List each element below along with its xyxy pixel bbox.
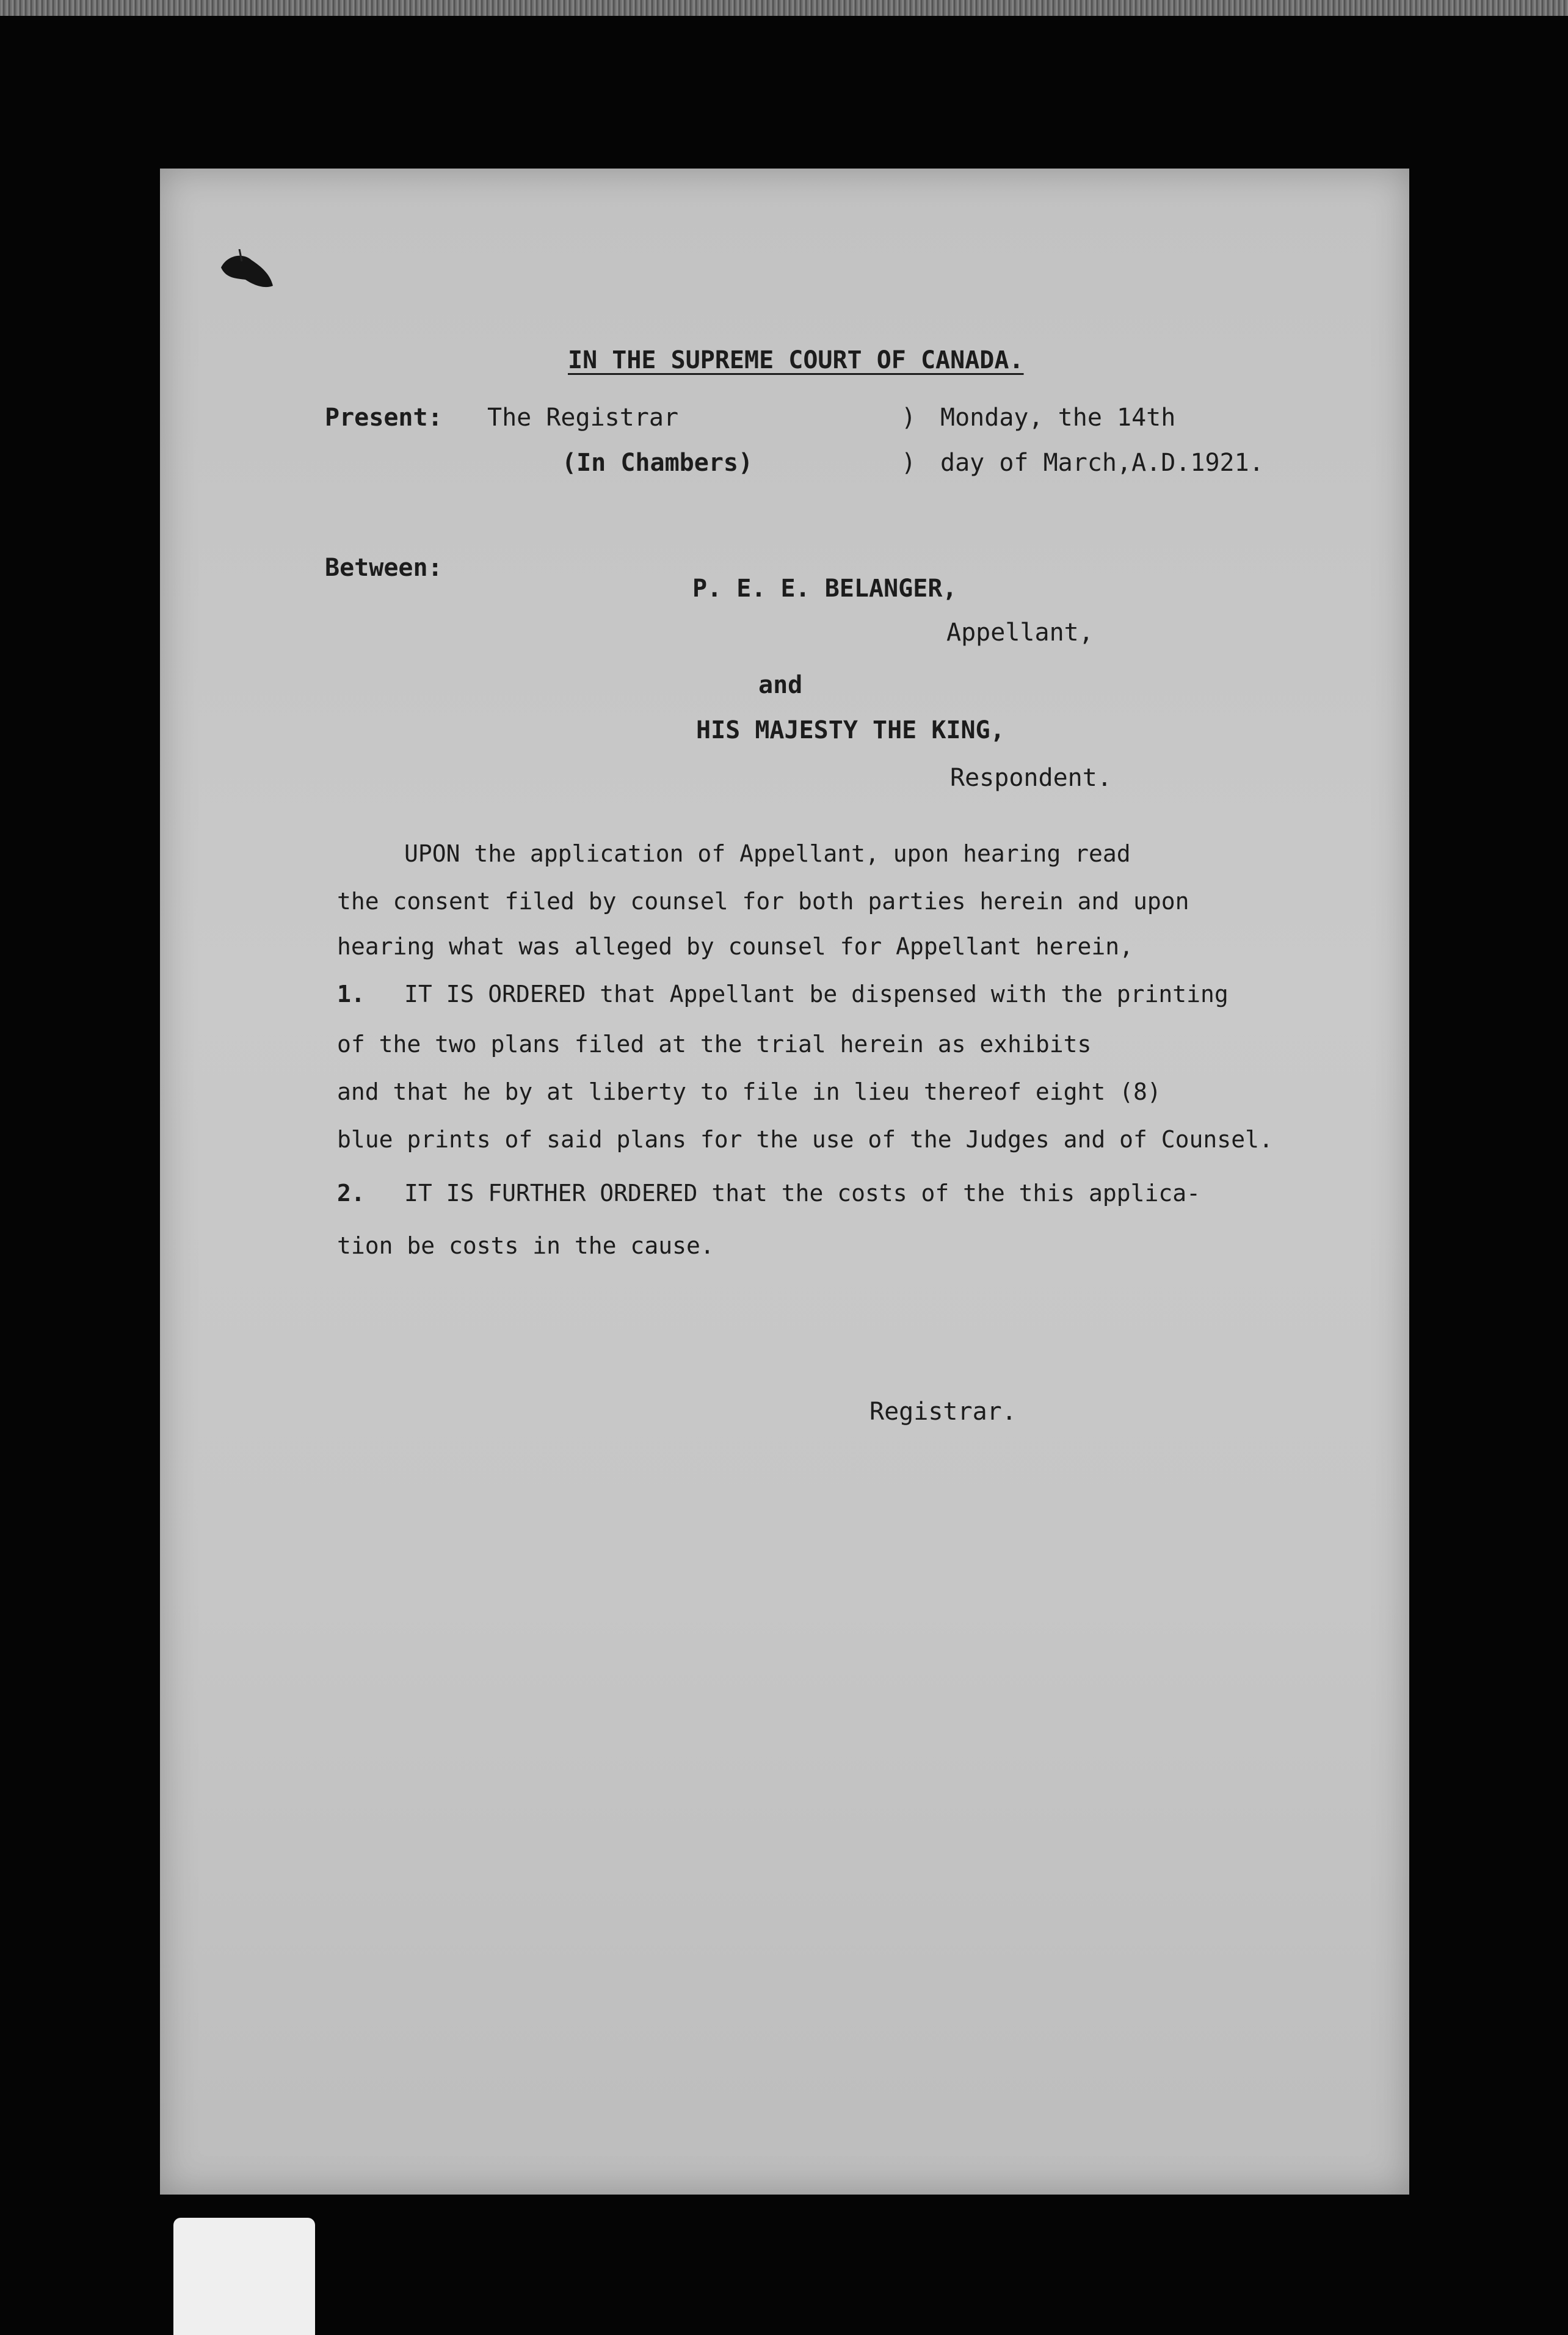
order-1-line-1: IT IS ORDERED that Appellant be dispensed with the printing: [404, 981, 1229, 1008]
document-heading: IN THE SUPREME COURT OF CANADA.: [568, 346, 1024, 374]
order-1-line-4: blue prints of said plans for the use of the Judges and of Counsel.: [337, 1126, 1273, 1153]
appellant-name: P. E. E. BELANGER,: [692, 575, 957, 603]
date-bracket-1: ): [901, 404, 916, 432]
present-where: (In Chambers): [562, 449, 753, 477]
present-label: Present:: [325, 404, 443, 432]
order-2-number: 2.: [337, 1180, 365, 1207]
order-1-number: 1.: [337, 981, 365, 1008]
date-bracket-2: ): [901, 449, 916, 477]
order-1-line-3: and that he by at liberty to file in lieu thereof eight (8): [337, 1078, 1161, 1105]
order-2-line-2: tion be costs in the cause.: [337, 1232, 714, 1259]
date-line-1: Monday, the 14th: [940, 404, 1176, 432]
body-line-3: hearing what was alleged by counsel for Appellant herein,: [337, 933, 1134, 960]
respondent-role: Respondent.: [950, 764, 1112, 792]
ink-blot-mark: [215, 249, 276, 293]
date-line-2: day of March,A.D.1921.: [940, 449, 1264, 477]
body-line-2: the consent filed by counsel for both parties herein and upon: [337, 888, 1189, 915]
present-who: The Registrar: [487, 404, 679, 432]
order-2-first-line: [337, 1178, 1200, 1208]
registrar-signature: Registrar.: [869, 1398, 1017, 1426]
order-2-line-1: IT IS FURTHER ORDERED that the costs of the this applica-: [404, 1180, 1201, 1207]
between-label: Between:: [325, 554, 443, 582]
appellant-role: Appellant,: [946, 619, 1094, 647]
body-line-1: UPON the application of Appellant, upon hearing read: [404, 840, 1131, 867]
order-1-line-2: of the two plans filed at the trial herein as exhibits: [337, 1031, 1092, 1058]
order-1-first-line: [337, 979, 1229, 1009]
film-edge: [0, 0, 1568, 16]
paper-tab: [173, 2218, 315, 2335]
respondent-name: HIS MAJESTY THE KING,: [696, 716, 1005, 744]
conjunction-and: and: [758, 671, 803, 699]
